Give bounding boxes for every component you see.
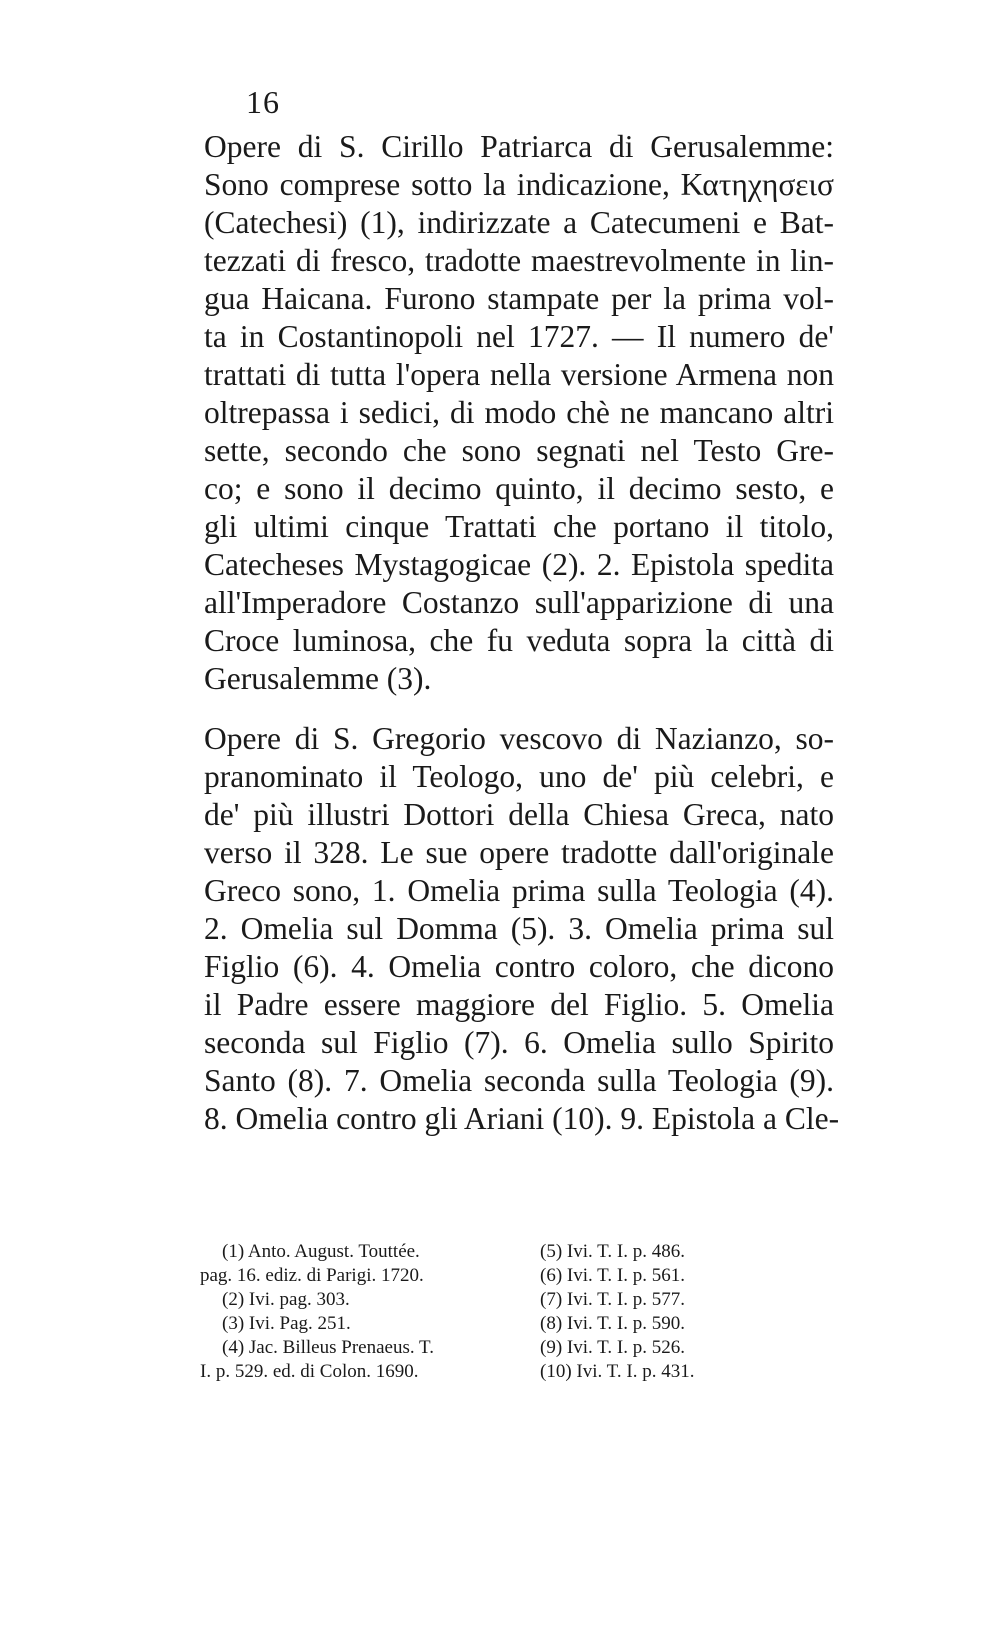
text-line: Catecheses Mystagogicae (2). 2. Epistola spedita (204, 547, 834, 582)
text-line: Figlio (6). 4. Omelia contro coloro, che dicono (204, 949, 834, 984)
text-line: seconda sul Figlio (7). 6. Omelia sullo Spirito (204, 1025, 834, 1060)
footnote-8: (8) Ivi. T. I. p. 590. (540, 1313, 685, 1334)
footnote-3: (3) Ivi. Pag. 251. (222, 1313, 351, 1334)
text-line: 8. Omelia contro gli Ariani (10). 9. Epistola a Cle- (204, 1101, 840, 1136)
text-line: sette, secondo che sono segnati nel Testo Gre- (204, 433, 834, 468)
footnote-9: (9) Ivi. T. I. p. 526. (540, 1337, 685, 1358)
text-line: Greco sono, 1. Omelia prima sulla Teologia (4). (204, 873, 834, 908)
footnote-2: (2) Ivi. pag. 303. (222, 1289, 350, 1310)
footnote-6: (6) Ivi. T. I. p. 561. (540, 1265, 685, 1286)
text-line: trattati di tutta l'opera nella versione Armena non (204, 357, 834, 392)
footnote-5: (5) Ivi. T. I. p. 486. (540, 1241, 685, 1262)
text-line: all'Imperadore Costanzo sull'apparizione di una (204, 585, 834, 620)
paragraph-cirillo (204, 128, 834, 698)
text-line: verso il 328. Le sue opere tradotte dall'originale (204, 835, 834, 870)
footnotes-right-column (540, 1240, 800, 1384)
text-line: Santo (8). 7. Omelia seconda sulla Teologia (9). (204, 1063, 834, 1098)
footnote-10: (10) Ivi. T. I. p. 431. (540, 1361, 695, 1382)
text-line: Opere di S. Cirillo Patriarca di Gerusalemme: (204, 129, 834, 164)
text-line: Opere di S. Gregorio vescovo di Nazianzo, so- (204, 721, 834, 756)
text-line: de' più illustri Dottori della Chiesa Greca, nato (204, 797, 834, 832)
text-line: 2. Omelia sul Domma (5). 3. Omelia prima sul (204, 911, 834, 946)
text-line: gua Haicana. Furono stampate per la prima vol- (204, 281, 834, 316)
text-line: tezzati di fresco, tradotte maestrevolmente in lin- (204, 243, 834, 278)
text-line: oltrepassa i sedici, di modo chè ne mancano altri (204, 395, 834, 430)
text-line: Gerusalemme (3). (204, 661, 432, 696)
footnote-4-continued: I. p. 529. ed. di Colon. 1690. (200, 1361, 419, 1382)
text-line: (Catechesi) (1), indirizzate a Catecumeni e Bat- (204, 205, 834, 240)
text-line: co; e sono il decimo quinto, il decimo sesto, e (204, 471, 834, 506)
text-line: Sono comprese sotto la indicazione, Κατηχησεισ (204, 167, 834, 202)
text-line: Croce luminosa, che fu veduta sopra la città di (204, 623, 834, 658)
page-number: 16 (246, 84, 280, 120)
text-line: ta in Costantinopoli nel 1727. — Il numero de' (204, 319, 834, 354)
footnotes-left-column (200, 1240, 510, 1384)
footnote-4: (4) Jac. Billeus Prenaeus. T. (222, 1337, 434, 1358)
footnote-1-continued: pag. 16. ediz. di Parigi. 1720. (200, 1265, 424, 1286)
footnote-1: (1) Anto. August. Touttée. (222, 1241, 420, 1262)
text-line: gli ultimi cinque Trattati che portano il titolo, (204, 509, 834, 544)
text-line: il Padre essere maggiore del Figlio. 5. Omelia (204, 987, 834, 1022)
footnote-7: (7) Ivi. T. I. p. 577. (540, 1289, 685, 1310)
paragraph-gregorio (204, 720, 840, 1138)
text-line: pranominato il Teologo, uno de' più celebri, e (204, 759, 834, 794)
